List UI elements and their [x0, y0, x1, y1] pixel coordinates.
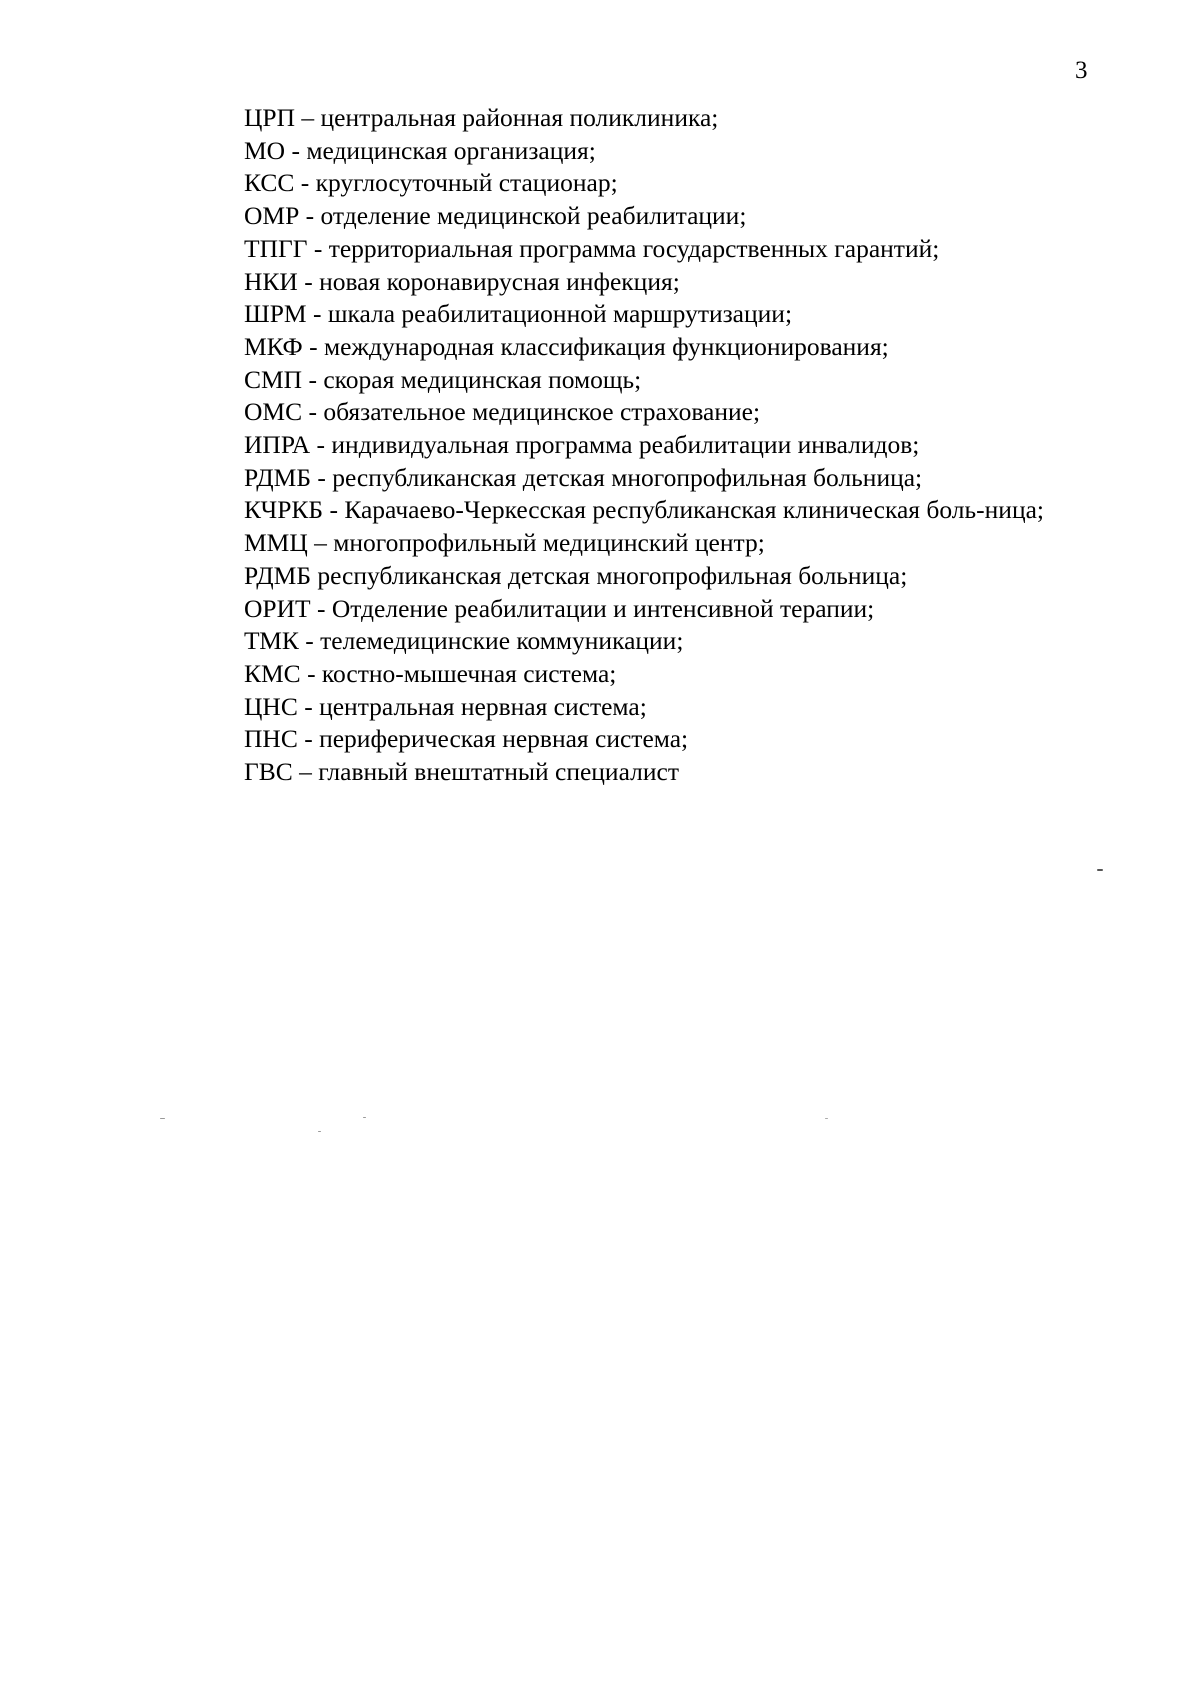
abbreviation-item: ИПРА - индивидуальная программа реабилитации инвалидов; [244, 430, 920, 460]
abbreviation-item: ТПГГ - территориальная программа государственных гарантий; [244, 233, 940, 263]
scan-artifact [318, 1131, 321, 1132]
abbreviation-item: НКИ - новая коронавирусная инфекция; [244, 266, 680, 296]
abbreviation-item: КСС - круглосуточный стационар; [244, 168, 618, 198]
abbreviation-item: ЦНС - центральная нервная система; [244, 691, 647, 721]
scan-artifact [1097, 869, 1103, 871]
abbreviation-list [172, 102, 1087, 789]
abbreviation-item: ОМС - обязательное медицинское страхование; [244, 397, 761, 427]
abbreviation-item: РДМБ - республиканская детская многопрофильная больница; [244, 462, 923, 492]
abbreviation-item: ТМК - телемедицинские коммуникации; [244, 626, 684, 656]
page-number: 3 [1075, 57, 1088, 84]
abbreviation-item: ШРМ - шкала реабилитационной маршрутизации; [244, 299, 793, 329]
abbreviation-item: ГВС – главный внештатный специалист [244, 757, 679, 787]
scan-artifact [825, 1118, 828, 1119]
abbreviation-item: ПНС - периферическая нервная система; [244, 724, 689, 754]
abbreviation-item: ЦРП – центральная районная поликлиника; [244, 103, 719, 132]
scan-artifact [160, 1118, 165, 1119]
abbreviation-item: МО - медицинская организация; [244, 135, 596, 165]
abbreviation-item: КЧРКБ - Карачаево-Черкесская республиканская клиническая боль-ница; [244, 495, 1044, 525]
scan-artifact [363, 1117, 366, 1118]
abbreviation-item: РДМБ республиканская детская многопрофильная больница; [244, 560, 908, 590]
abbreviation-item: ОРИТ - Отделение реабилитации и интенсивной терапии; [244, 593, 875, 623]
abbreviation-item: ММЦ – многопрофильный медицинский центр; [244, 528, 765, 558]
abbreviation-item: КМС - костно-мышечная система; [244, 658, 617, 688]
abbreviation-item: ОМР - отделение медицинской реабилитации; [244, 201, 747, 231]
abbreviation-item: МКФ - международная классификация функционирования; [244, 331, 889, 361]
abbreviation-item: СМП - скорая медицинская помощь; [244, 364, 642, 394]
